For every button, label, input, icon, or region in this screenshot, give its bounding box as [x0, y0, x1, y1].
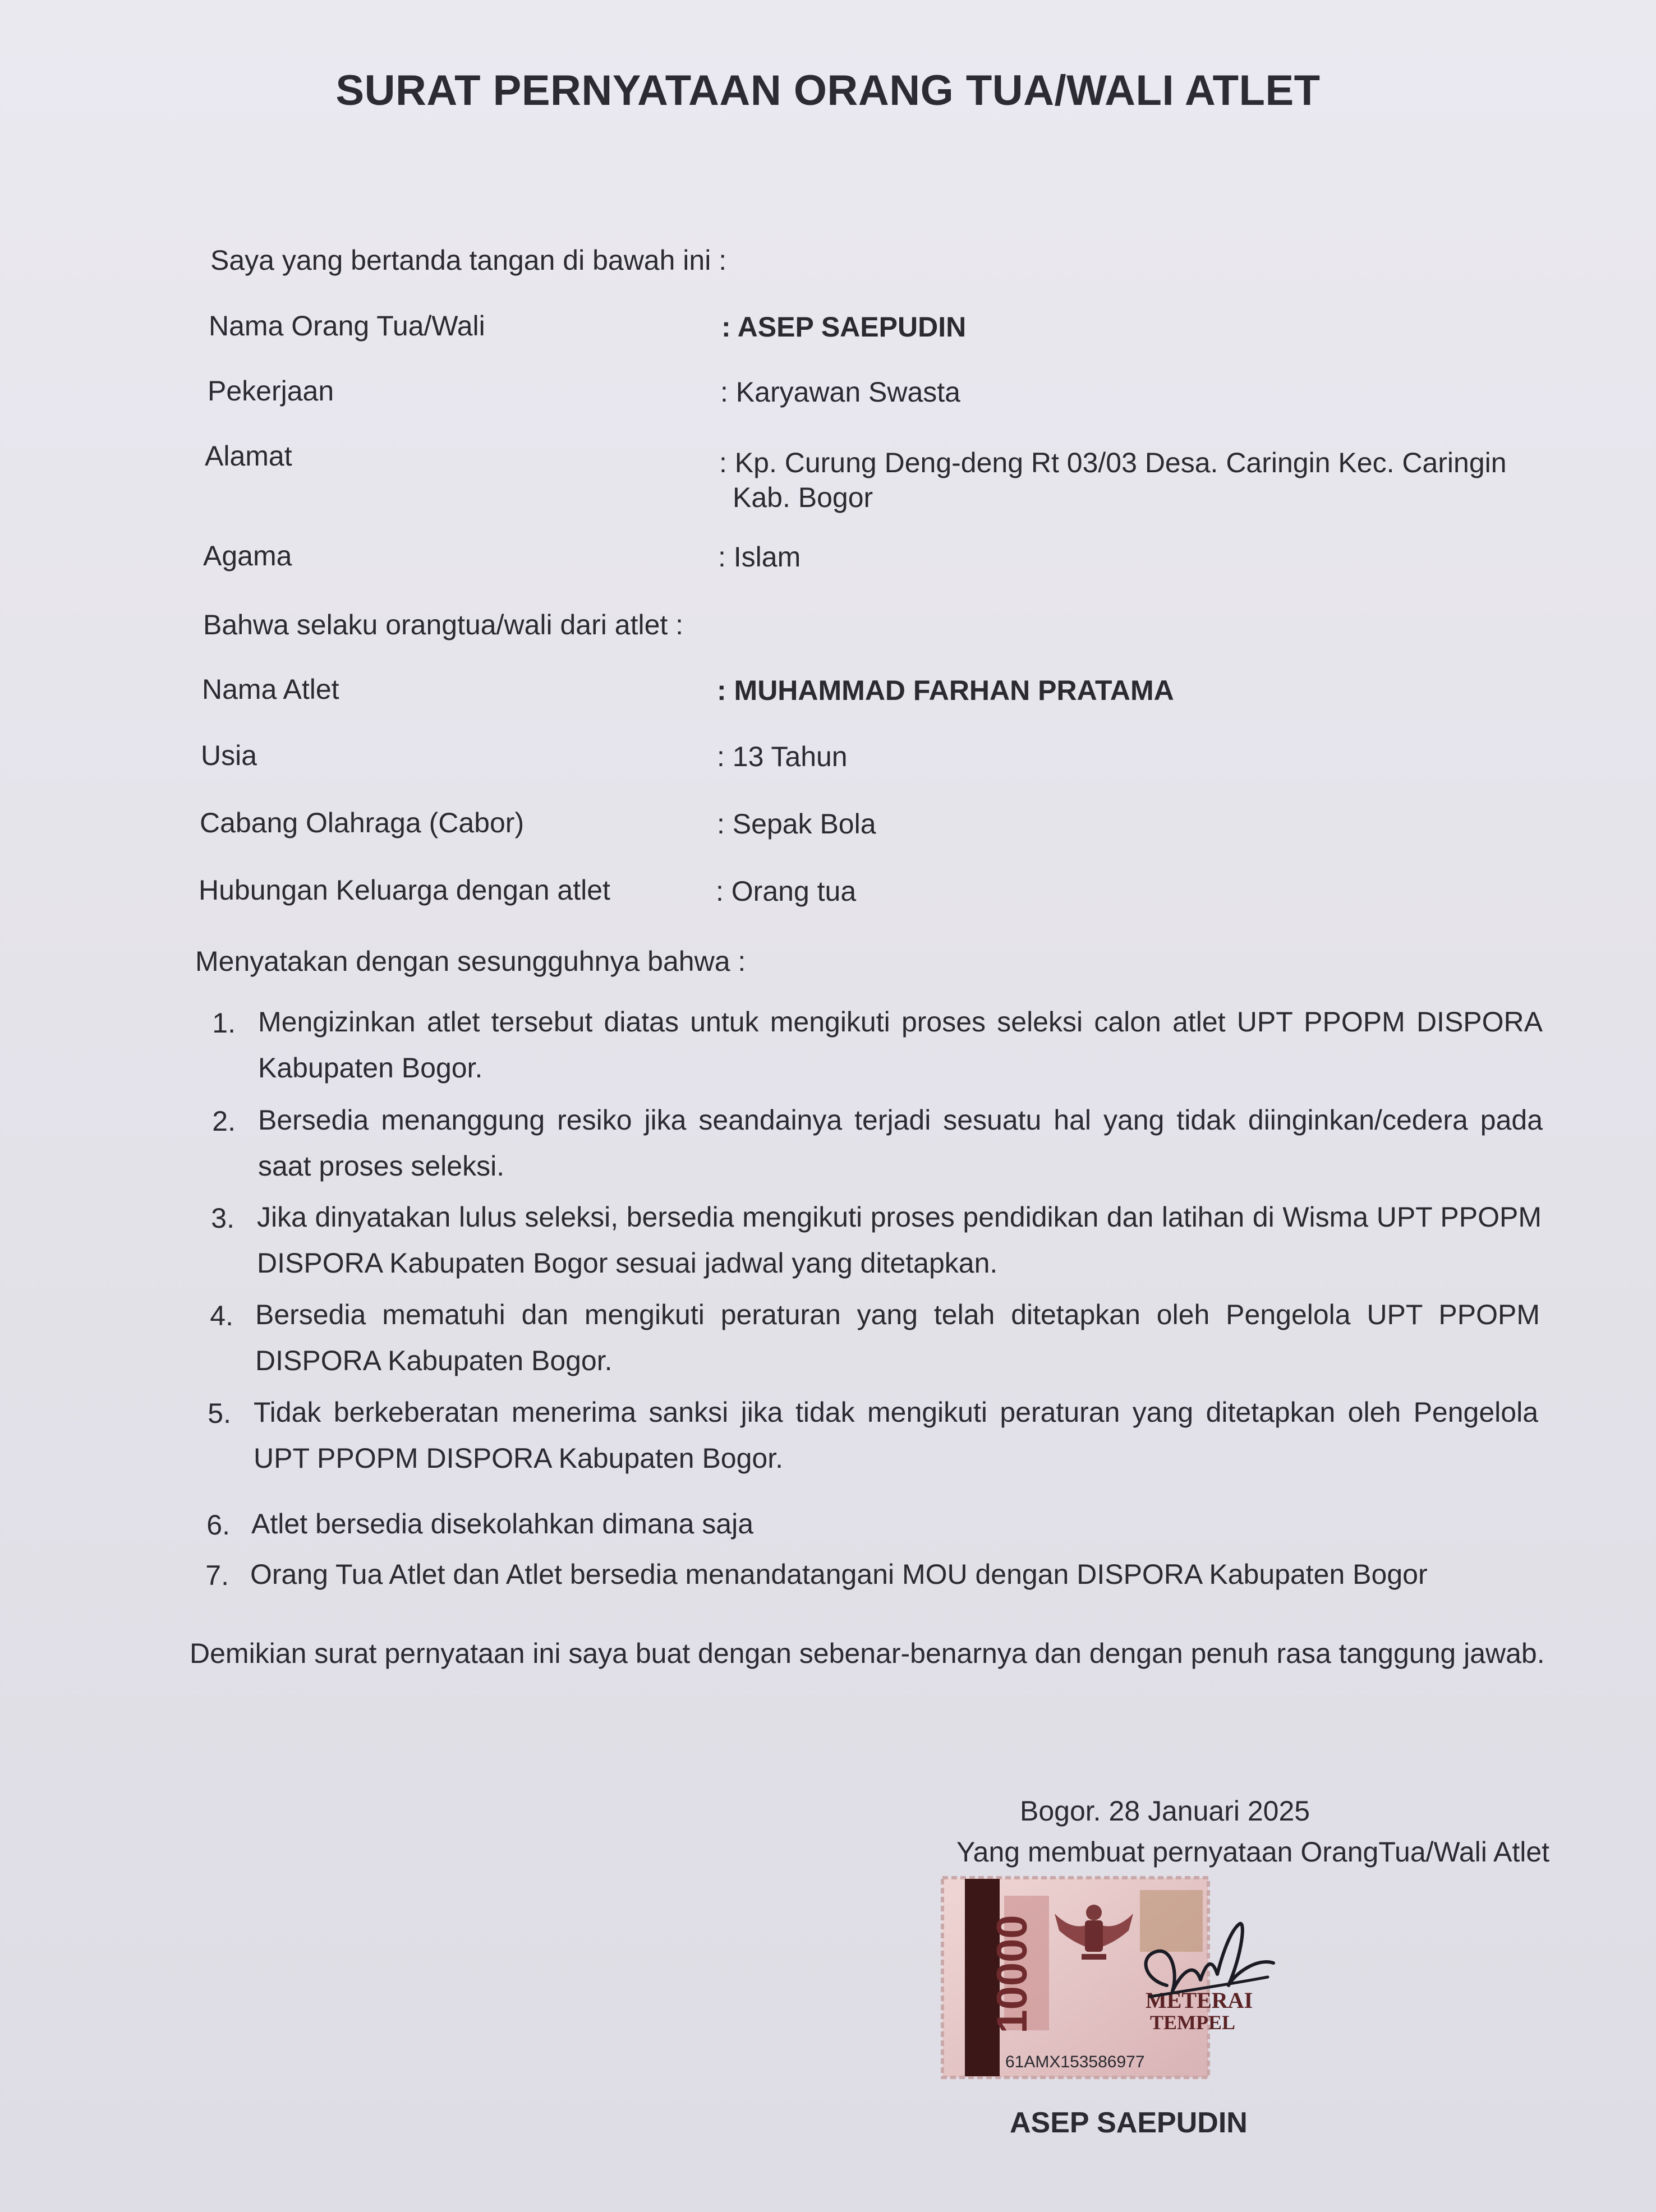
stamp-text-line2: TEMPEL — [1150, 2011, 1236, 2034]
item-number: 3. — [211, 1202, 234, 1234]
field-value: : ASEP SAEPUDIN — [721, 311, 967, 343]
stamp-text-line1: METERAI — [1146, 1988, 1253, 2013]
item-number: 2. — [212, 1105, 236, 1137]
document-title: SURAT PERNYATAAN ORANG TUA/WALI ATLET — [335, 67, 1321, 114]
field-label: Nama Atlet — [202, 674, 339, 705]
item-number: 4. — [210, 1300, 233, 1331]
field-value: : Orang tua — [716, 875, 857, 907]
place-date: Bogor. 28 Januari 2025 — [1020, 1795, 1310, 1827]
item-text: Atlet bersedia disekolahkan dimana saja — [251, 1508, 753, 1540]
item-text: Mengizinkan atlet tersebut diatas untuk mengikuti proses seleksi calon atlet UPT PPOPM DISPORA Kabupaten Bogor. — [258, 1006, 1543, 1084]
field-value: : Kp. Curung Deng-deng Rt 03/03 Desa. Caringin Kec. Caringin Kab. Bogor — [719, 447, 1507, 513]
stamp-value: 10000 — [988, 1915, 1036, 2034]
item-text: Bersedia menanggung resiko jika seandainya terjadi sesuatu hal yang tidak diinginkan/cedera pada saat proses seleksi. — [258, 1104, 1543, 1182]
intro-text: Saya yang bertanda tangan di bawah ini : — [210, 245, 727, 276]
item-text: Jika dinyatakan lulus seleksi, bersedia mengikuti proses pendidikan dan latihan di Wisma UPT PPOPM DISPORA Kabupaten Bogor sesuai jadwal yang ditetapkan. — [257, 1201, 1542, 1279]
item-text: Bersedia mematuhi dan mengikuti peraturan yang telah ditetapkan oleh Pengelola UPT PPOPM DISPORA Kabupaten Bogor. — [255, 1299, 1540, 1376]
field-value: : Islam — [718, 541, 801, 573]
item-number: 6. — [206, 1509, 230, 1541]
item-text: Tidak berkeberatan menerima sanksi jika tidak mengikuti peraturan yang ditetapkan oleh Pengelola UPT PPOPM DISPORA Kabupaten Bogor. — [254, 1397, 1538, 1474]
field-value: : MUHAMMAD FARHAN PRATAMA — [717, 675, 1174, 706]
signature — [1133, 1918, 1279, 2013]
field-label: Nama Orang Tua/Wali — [209, 310, 485, 342]
field-label: Alamat — [205, 440, 292, 472]
item-number: 1. — [212, 1007, 236, 1039]
item-number: 5. — [208, 1398, 231, 1429]
closing-paragraph: Demikian surat pernyataan ini saya buat dengan sebenar-benarnya dan dengan penuh rasa tanggung jawab. — [190, 1638, 1545, 1669]
field-label: Cabang Olahraga (Cabor) — [200, 807, 525, 838]
field-value: : 13 Tahun — [717, 741, 848, 772]
field-label: Agama — [203, 540, 292, 572]
statement-intro: Menyatakan dengan sesungguhnya bahwa : — [195, 946, 746, 977]
field-label: Pekerjaan — [208, 375, 334, 407]
stamp-serial: 61AMX153586977 — [1005, 2053, 1145, 2071]
field-label: Usia — [201, 740, 257, 771]
item-text: Orang Tua Atlet dan Atlet bersedia menandatangani MOU dengan DISPORA Kabupaten Bogor — [250, 1559, 1428, 1590]
field-value: : Karyawan Swasta — [720, 376, 960, 408]
item-number: 7. — [205, 1560, 229, 1591]
athlete-intro-text: Bahwa selaku orangtua/wali dari atlet : — [203, 609, 684, 640]
maker-label: Yang membuat pernyataan OrangTua/Wali Atlet — [956, 1836, 1550, 1868]
field-label: Hubungan Keluarga dengan atlet — [199, 874, 610, 906]
signer-name: ASEP SAEPUDIN — [1010, 2107, 1248, 2139]
field-value: : Sepak Bola — [717, 808, 876, 840]
